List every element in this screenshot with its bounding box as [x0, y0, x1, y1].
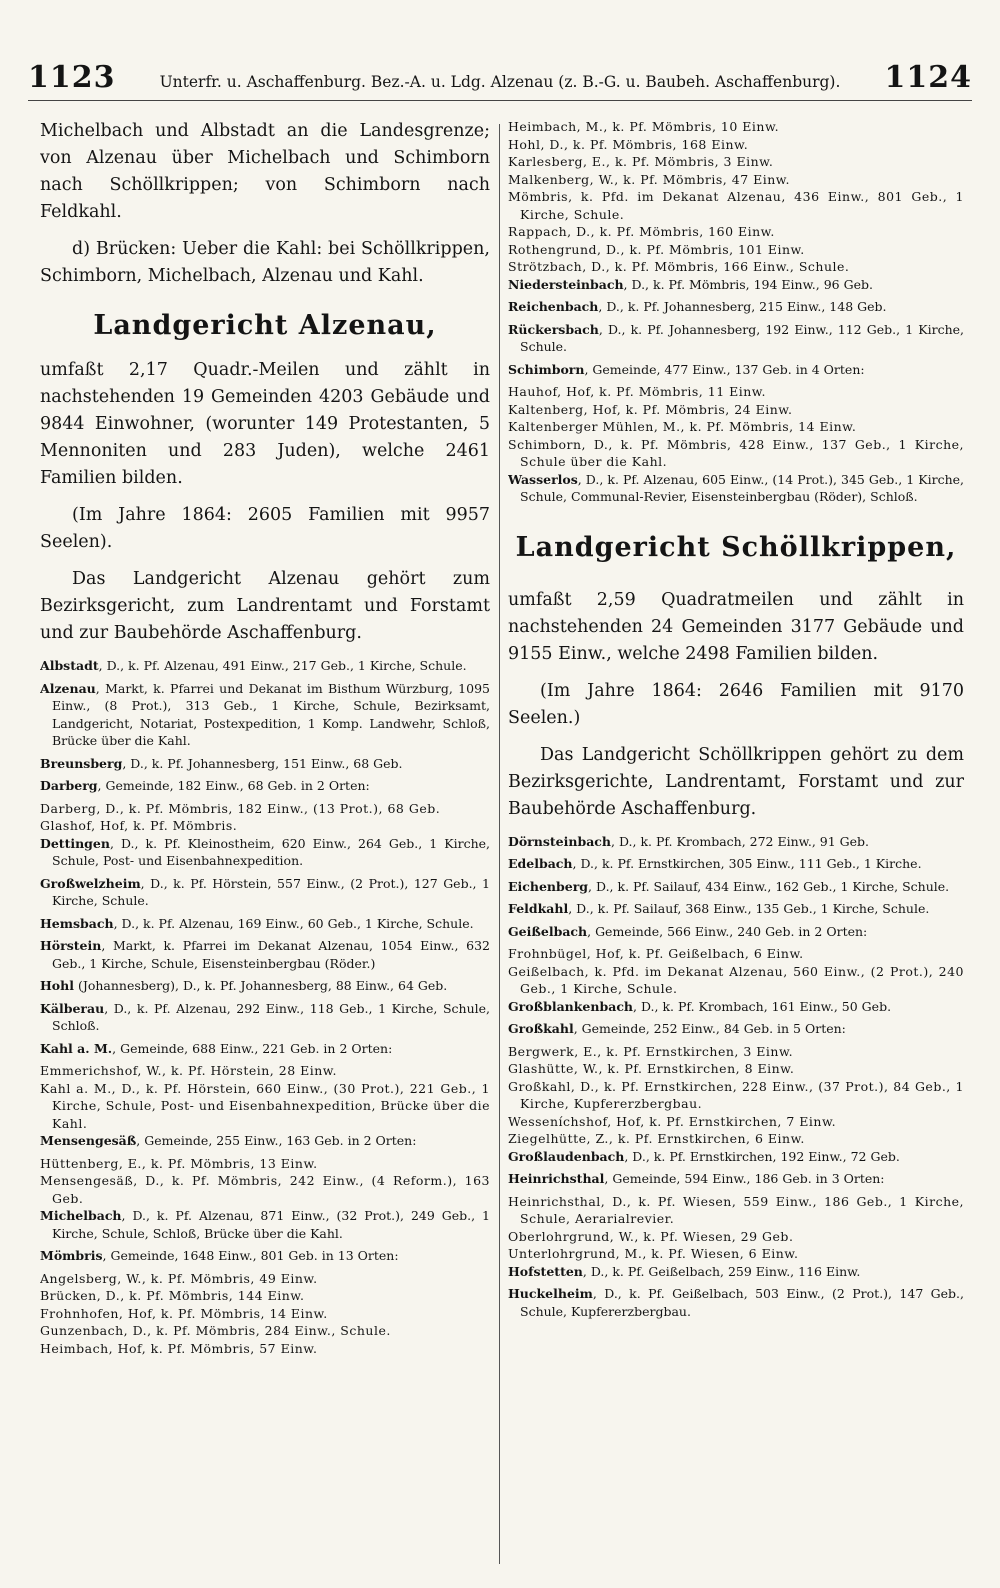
gazetteer-subentry: [40, 1305, 490, 1323]
road-continuation: Michelbach und Albstadt an die Landesgrenze; von Alzenau über Michelbach und Schimborn nach Schöllkrippen; von Schimborn nach Feldkahl.: [40, 121, 490, 222]
entry-details: , D., k. Pf. Geißelbach, 259 Einw., 116 Einw.: [582, 1263, 861, 1279]
entry-details: Hauhof, Hof, k. Pf. Mömbris, 11 Einw.: [508, 384, 766, 399]
gazetteer-subentry: [508, 945, 964, 963]
place-name: Großkahl: [508, 1021, 574, 1036]
entry-details: Heimbach, Hof, k. Pf. Mömbris, 57 Einw.: [40, 1340, 318, 1356]
place-name: Dörnsteinbach: [508, 833, 611, 849]
gazetteer-subentry: [40, 817, 490, 835]
gazetteer-entry: [508, 321, 964, 356]
entry-details: Oberlohrgrund, W., k. Pf. Wiesen, 29 Geb.: [508, 1228, 794, 1244]
entry-details: Wesseníchshof, Hof, k. Pf. Ernstkirchen, 7 Einw.: [508, 1113, 837, 1129]
entry-details: , D., k. Pf. Alzenau, 605 Einw., (14 Prot.), 345 Geb., 1 Kirche, Schule, Communal-Revier, Eisensteinbergbau (Röder), Schloß.: [520, 471, 964, 504]
entry-details: , D., k. Pf. Johannesberg, 192 Einw., 112 Geb., 1 Kirche, Schule.: [520, 321, 964, 354]
gazetteer-entry: [40, 755, 490, 773]
gazetteer-entry: [508, 1285, 964, 1320]
entry-details: Rothengrund, D., k. Pf. Mömbris, 101 Einw.: [508, 241, 805, 257]
gazetteer-subentry: [40, 1155, 490, 1173]
gazetteer-subentry: [40, 1340, 490, 1358]
gazetteer-entry: [508, 998, 964, 1016]
entry-details: , D., k. Pf. Mömbris, 194 Einw., 96 Geb.: [623, 276, 873, 292]
entry-details: , D., k. Pf. Kleinostheim, 620 Einw., 264 Geb., 1 Kirche, Schule, Post- und Eisenbahnexpedition.: [52, 835, 490, 868]
gazetteer-subentry: [508, 1193, 964, 1228]
gazetteer-entry: [40, 915, 490, 933]
gazetteer-subentry: [40, 1287, 490, 1305]
entry-details: Glashütte, W., k. Pf. Ernstkirchen, 8 Einw.: [508, 1061, 795, 1076]
entry-details: Bergwerk, E., k. Pf. Ernstkirchen, 3 Einw.: [508, 1043, 794, 1059]
gazetteer-entry: [508, 1263, 964, 1281]
alzenau-gazetteer-list-continued: [508, 118, 964, 506]
right-column: [508, 118, 964, 1578]
page-number-left: 1123: [28, 60, 116, 95]
entry-details: , D., k. Pf. Hörstein, 557 Einw., (2 Prot.), 127 Geb., 1 Kirche, Schule.: [52, 875, 490, 908]
place-name: Schimborn: [508, 361, 585, 377]
place-name: Hohl: [40, 978, 74, 993]
gazetteer-subentry: [508, 1113, 964, 1131]
place-name: Feldkahl: [508, 901, 569, 916]
entry-details: , Gemeinde, 594 Einw., 186 Geb. in 3 Orten:: [604, 1171, 885, 1186]
entry-details: , D., k. Pf. Alzenau, 871 Einw., (32 Prot.), 249 Geb., 1 Kirche, Schule, Schloß, Brücke über die Kahl.: [52, 1208, 490, 1241]
entry-details: , D., k. Pf. Johannesberg, 215 Einw., 148 Geb.: [598, 299, 887, 314]
gazetteer-subentry: [40, 1270, 490, 1288]
entry-details: Malkenberg, W., k. Pf. Mömbris, 47 Einw.: [508, 171, 790, 187]
gazetteer-entry: [40, 1247, 490, 1265]
alzenau-summary: umfaßt 2,17 Quadr.-Meilen und zählt in nachstehenden 19 Gemeinden 4203 Gebäude und 9844 Einwohner, (worunter 149 Protestanten, 5 Mennoniten und 283 Juden), welche 2461 Familien bilden.: [40, 360, 490, 488]
entry-details: Schimborn, D., k. Pf. Mömbris, 428 Einw., 137 Geb., 1 Kirche, Schule über die Kahl.: [508, 436, 964, 469]
gazetteer-subentry: [508, 171, 964, 189]
schoellkrippen-year-note: (Im Jahre 1864: 2646 Familien mit 9170 Seelen.): [508, 680, 964, 728]
entry-details: Geißelbach, k. Pfd. im Dekanat Alzenau, 560 Einw., (2 Prot.), 240 Geb., 1 Kirche, Schule.: [508, 963, 964, 996]
place-name: Mömbris: [40, 1248, 103, 1263]
alzenau-year-note: (Im Jahre 1864: 2605 Familien mit 9957 Seelen).: [40, 505, 490, 552]
column-divider: [499, 124, 500, 1564]
place-name: Darberg: [40, 778, 98, 793]
gazetteer-entry: [40, 1207, 490, 1242]
running-title: Unterfr. u. Aschaffenburg. Bez.-A. u. Ldg. Alzenau (z. B.-G. u. Baubeh. Aschaffenburg).: [159, 73, 841, 91]
place-name: Heinrichsthal: [508, 1171, 605, 1186]
schoellkrippen-summary: umfaßt 2,59 Quadratmeilen und zählt in nachstehenden 24 Gemeinden 3177 Gebäude und 9155 Einw., welche 2498 Familien bilden.: [508, 589, 964, 664]
gazetteer-subentry: [508, 118, 964, 136]
place-name: Alzenau: [40, 680, 96, 696]
gazetteer-entry: [40, 977, 490, 995]
place-name: Eichenberg: [508, 878, 589, 894]
gazetteer-entry: [508, 878, 964, 896]
place-name: Hemsbach: [40, 915, 114, 931]
gazetteer-entry: [40, 680, 490, 750]
place-name: Wasserlos: [508, 471, 578, 487]
bridges-paragraph: d) Brücken: Ueber die Kahl: bei Schöllkrippen, Schimborn, Michelbach, Alzenau und Kahl.: [40, 239, 490, 286]
entry-details: Darberg, D., k. Pf. Mömbris, 182 Einw., (13 Prot.), 68 Geb.: [40, 800, 441, 816]
gazetteer-entry: [508, 471, 964, 506]
page-number-right: 1124: [884, 60, 972, 95]
gazetteer-entry: [40, 835, 490, 870]
gazetteer-entry: [40, 777, 490, 795]
entry-details: , Gemeinde, 255 Einw., 163 Geb. in 2 Orten:: [136, 1133, 417, 1148]
gazetteer-subentry: [40, 1080, 490, 1133]
entry-details: , Markt, k. Pfarrei im Dekanat Alzenau, 1054 Einw., 632 Geb., 1 Kirche, Schule, Eisensteinbergbau (Röder.): [52, 938, 490, 971]
place-name: Rückersbach: [508, 321, 599, 337]
entry-details: Großkahl, D., k. Pf. Ernstkirchen, 228 Einw., (37 Prot.), 84 Geb., 1 Kirche, Kupfererzbergbau.: [508, 1078, 964, 1111]
entry-details: Heimbach, M., k. Pf. Mömbris, 10 Einw.: [508, 119, 780, 134]
gazetteer-entry: [508, 1170, 964, 1188]
place-name: Niedersteinbach: [508, 276, 624, 292]
gazetteer-entry: [508, 276, 964, 294]
gazetteer-entry: [40, 1132, 490, 1150]
entry-details: Gunzenbach, D., k. Pf. Mömbris, 284 Einw., Schule.: [40, 1323, 391, 1338]
gazetteer-entry: [508, 1148, 964, 1166]
place-name: Breunsberg: [40, 755, 123, 771]
entry-details: Hüttenberg, E., k. Pf. Mömbris, 13 Einw.: [40, 1155, 318, 1171]
gazetteer-subentry: [508, 1245, 964, 1263]
place-name: Michelbach: [40, 1208, 122, 1223]
gazetteer-entry: [40, 937, 490, 972]
alzenau-authority: Das Landgericht Alzenau gehört zum Bezirksgericht, zum Landrentamt und Forstamt und zur Baubehörde Aschaffenburg.: [40, 569, 490, 643]
entry-details: , D., k. Pf. Sailauf, 434 Einw., 162 Geb., 1 Kirche, Schule.: [588, 878, 950, 894]
entry-details: Mensengesäß, D., k. Pf. Mömbris, 242 Einw., (4 Reform.), 163 Geb.: [40, 1173, 490, 1206]
gazetteer-entry: [508, 298, 964, 316]
entry-details: , Gemeinde, 566 Einw., 240 Geb. in 2 Orten:: [587, 923, 868, 939]
entry-details: , D., k. Pf. Krombach, 272 Einw., 91 Geb.: [611, 833, 870, 849]
place-name: Großwelzheim: [40, 875, 141, 891]
section-heading-alzenau: Landgericht Alzenau,: [93, 310, 437, 341]
entry-details: Frohnbügel, Hof, k. Pf. Geißelbach, 6 Einw.: [508, 946, 804, 961]
gazetteer-entry: [508, 833, 964, 851]
entry-details: Angelsberg, W., k. Pf. Mömbris, 49 Einw.: [40, 1270, 318, 1286]
entry-details: , D., k. Pf. Alzenau, 292 Einw., 118 Geb., 1 Kirche, Schule, Schloß.: [52, 1000, 490, 1033]
gazetteer-subentry: [508, 1060, 964, 1078]
gazetteer-subentry: [508, 418, 964, 436]
gazetteer-subentry: [40, 1062, 490, 1080]
gazetteer-subentry: [508, 258, 964, 276]
entry-details: Heinrichsthal, D., k. Pf. Wiesen, 559 Einw., 186 Geb., 1 Kirche, Schule, Aerarialrevier.: [508, 1193, 964, 1226]
entry-details: , D., k. Pf. Alzenau, 491 Einw., 217 Geb., 1 Kirche, Schule.: [98, 658, 467, 673]
place-name: Hörstein: [40, 938, 102, 953]
schoellkrippen-gazetteer-list: [508, 833, 964, 1321]
place-name: Dettingen: [40, 835, 110, 851]
place-name: Geißelbach: [508, 923, 588, 939]
entry-details: , Gemeinde, 252 Einw., 84 Geb. in 5 Orten:: [573, 1021, 846, 1036]
entry-details: Kahl a. M., D., k. Pf. Hörstein, 660 Einw., (30 Prot.), 221 Geb., 1 Kirche, Schule, Post- und Eisenbahnexpedition, Brücke über die Kahl.: [40, 1080, 490, 1131]
entry-details: Strötzbach, D., k. Pf. Mömbris, 166 Einw., Schule.: [508, 259, 850, 274]
entry-details: Kaltenberger Mühlen, M., k. Pf. Mömbris, 14 Einw.: [508, 419, 857, 434]
place-name: Hofstetten: [508, 1263, 583, 1279]
gazetteer-subentry: [508, 1228, 964, 1246]
entry-details: Rappach, D., k. Pf. Mömbris, 160 Einw.: [508, 224, 775, 239]
gazetteer-entry: [508, 855, 964, 873]
alzenau-gazetteer-list: [40, 657, 490, 1357]
place-name: Kahl a. M.: [40, 1040, 113, 1056]
gazetteer-entry: [508, 900, 964, 918]
gazetteer-subentry: [40, 800, 490, 818]
entry-details: , D., k. Pf. Johannesberg, 151 Einw., 68 Geb.: [122, 755, 403, 771]
gazetteer-subentry: [508, 1130, 964, 1148]
entry-details: , Gemeinde, 477 Einw., 137 Geb. in 4 Orten:: [584, 361, 865, 377]
running-header: [28, 60, 972, 101]
gazetteer-entry: [40, 1000, 490, 1035]
entry-details: , D., k. Pf. Ernstkirchen, 305 Einw., 111 Geb., 1 Kirche.: [572, 856, 922, 871]
gazetteer-entry: [508, 361, 964, 379]
entry-details: (Johannesberg), D., k. Pf. Johannesberg, 88 Einw., 64 Geb.: [73, 978, 448, 993]
entry-details: Ziegelhütte, Z., k. Pf. Ernstkirchen, 6 Einw.: [508, 1131, 805, 1146]
gazetteer-subentry: [508, 436, 964, 471]
entry-details: , D., k. Pf. Krombach, 161 Einw., 50 Geb.: [633, 998, 892, 1014]
place-name: Kälberau: [40, 1000, 105, 1016]
section-heading-schoellkrippen: Landgericht Schöllkrippen,: [515, 531, 957, 563]
gazetteer-subentry: [508, 153, 964, 171]
entry-details: Karlesberg, E., k. Pf. Mömbris, 3 Einw.: [508, 154, 774, 169]
entry-details: , D., k. Pf. Ernstkirchen, 192 Einw., 72 Geb.: [624, 1148, 900, 1164]
gazetteer-subentry: [508, 963, 964, 998]
entry-details: Hohl, D., k. Pf. Mömbris, 168 Einw.: [508, 136, 749, 152]
place-name: Großlaudenbach: [508, 1148, 625, 1164]
gazetteer-subentry: [508, 383, 964, 401]
gazetteer-entry: [508, 1020, 964, 1038]
entry-details: , Gemeinde, 688 Einw., 221 Geb. in 2 Orten:: [112, 1040, 393, 1056]
gazetteer-entry: [40, 1040, 490, 1058]
place-name: Reichenbach: [508, 299, 599, 314]
entry-details: , Gemeinde, 182 Einw., 68 Geb. in 2 Orten:: [97, 778, 370, 793]
entry-details: Mömbris, k. Pfd. im Dekanat Alzenau, 436 Einw., 801 Geb., 1 Kirche, Schule.: [508, 189, 964, 222]
gazetteer-subentry: [508, 1043, 964, 1061]
gazetteer-subentry: [40, 1322, 490, 1340]
gazetteer-subentry: [508, 136, 964, 154]
place-name: Edelbach: [508, 856, 573, 871]
entry-details: Kaltenberg, Hof, k. Pf. Mömbris, 24 Einw.: [508, 401, 793, 417]
gazetteer-entry: [40, 875, 490, 910]
place-name: Großblankenbach: [508, 998, 634, 1014]
entry-details: Brücken, D., k. Pf. Mömbris, 144 Einw.: [40, 1288, 305, 1303]
entry-details: Unterlohrgrund, M., k. Pf. Wiesen, 6 Einw.: [508, 1246, 799, 1261]
gazetteer-subentry: [508, 188, 964, 223]
gazetteer-subentry: [508, 1078, 964, 1113]
entry-details: Emmerichshof, W., k. Pf. Hörstein, 28 Einw.: [40, 1063, 337, 1078]
entry-details: , D., k. Pf. Alzenau, 169 Einw., 60 Geb., 1 Kirche, Schule.: [113, 915, 474, 931]
entry-details: , D., k. Pf. Geißelbach, 503 Einw., (2 Prot.), 147 Geb., Schule, Kupfererzbergbau.: [520, 1286, 964, 1319]
gazetteer-subentry: [40, 1172, 490, 1207]
place-name: Mensengesäß: [40, 1133, 137, 1148]
place-name: Albstadt: [40, 658, 99, 673]
entry-details: Glashof, Hof, k. Pf. Mömbris.: [40, 818, 238, 833]
gazetteer-subentry: [508, 241, 964, 259]
gazetteer-entry: [508, 923, 964, 941]
gazetteer-subentry: [508, 401, 964, 419]
gazetteer-entry: [40, 657, 490, 675]
schoellkrippen-authority: Das Landgericht Schöllkrippen gehört zu dem Bezirksgerichte, Landrentamt, Forstamt und zur Baubehörde Aschaffenburg.: [508, 744, 964, 819]
entry-details: , Gemeinde, 1648 Einw., 801 Geb. in 13 Orten:: [102, 1248, 399, 1263]
left-column: [40, 118, 490, 1578]
entry-details: Frohnhofen, Hof, k. Pf. Mömbris, 14 Einw.: [40, 1305, 328, 1321]
place-name: Huckelheim: [508, 1286, 593, 1301]
entry-details: , D., k. Pf. Sailauf, 368 Einw., 135 Geb., 1 Kirche, Schule.: [568, 901, 930, 916]
entry-details: , Markt, k. Pfarrei und Dekanat im Bisthum Würzburg, 1095 Einw., (8 Prot.), 313 Geb., 1 Kirche, Schule, Bezirksamt, Landgericht, Notariat, Postexpedition, 1 Komp. Landwehr, Schloß, Brücke über die Kahl.: [52, 680, 490, 748]
gazetteer-subentry: [508, 223, 964, 241]
